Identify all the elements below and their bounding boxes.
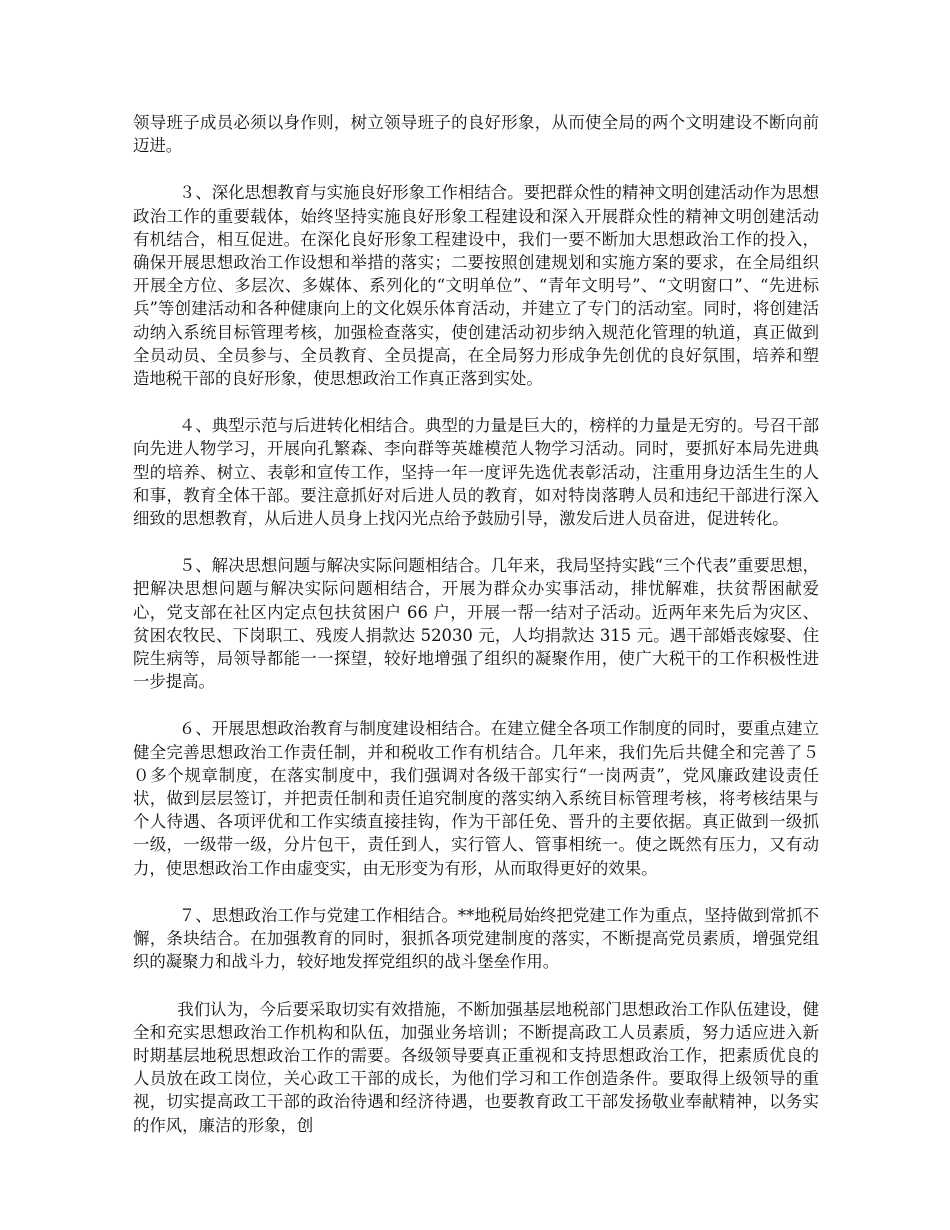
paragraph-item-6: ６、开展思想政治教育与制度建设相结合。在建立健全各项工作制度的同时，要重点建立健全完善思想政治工作责任制，并和税收工作有机结合。几年来，我们先后共健全和完善了５０多个规章制度，在落实制度中，我们强调对各级干部实行“一岗两责”，党风廉政建设责任状，做到层层签订，并把责任制和责任追究制度的落实纳入系统目标管理考核，将考核结果与个人待遇、各项评优和工作实绩直接挂钩，作为干部任免、晋升的主要依据。真正做到一级抓一级，一级带一级，分片包干，责任到人，实行管人、管事相统一。使之既然有压力，又有动力，使思想政治工作由虚变实，由无形变为有形，从而取得更好的效果。 [133, 719, 819, 878]
document-page [133, 111, 819, 1137]
paragraph-gap [133, 390, 819, 414]
paragraph-item-5: ５、解决思想问题与解决实际问题相结合。几年来，我局坚持实践“三个代表”重要思想，把解决思想问题与解决实际问题相结合，开展为群众办实事活动，排忧解难，扶贫帮困献爱心，党支部在社区内定点包扶贫困户 66 户，开展一帮一结对子活动。近两年来先后为灾区、贫困农牧民、下岗职工、残废人捐款达 52030 元，人均捐款达 315 元。遇干部婚丧嫁娶、住院生病等，局领导都能一一探望，较好地增强了组织的凝聚作用，使广大税干的工作积极性进一步提高。 [133, 556, 819, 692]
paragraph-gap [133, 693, 819, 717]
paragraph-gap [133, 530, 819, 554]
paragraph-continuation: 领导班子成员必须以身作则，树立领导班子的良好形象，从而使全局的两个文明建设不断向前迈进。 [133, 113, 819, 156]
paragraph-item-4: ４、典型示范与后进转化相结合。典型的力量是巨大的，榜样的力量是无穷的。号召干部向先进人物学习，开展向孔繁森、李向群等英雄模范人物学习活动。同时，要抓好本局先进典型的培养、树立、表彰和宣传工作，坚持一年一度评先选优表彰活动，注重用身边活生生的人和事，教育全体干部。要注意抓好对后进人员的教育，如对特岗落聘人员和违纪干部进行深入细致的思想教育，从后进人员身上找闪光点给予鼓励引导，激发后进人员奋进，促进转化。 [133, 416, 819, 529]
paragraph-gap [133, 974, 819, 998]
paragraph-item-3: ３、深化思想教育与实施良好形象工作相结合。要把群众性的精神文明创建活动作为思想政治工作的重要载体，始终坚持实施良好形象工程建设和深入开展群众性的精神文明创建活动有机结合，相互促进。在深化良好形象工程建设中，我们一要不断加大思想政治工作的投入，确保开展思想政治工作设想和举措的落实；二要按照创建规划和实施方案的要求，在全局组织开展全方位、多层次、多媒体、系列化的“文明单位”、“青年文明号”、“文明窗口”、“先进标兵”等创建活动和各种健康向上的文化娱乐体育活动，并建立了专门的活动室。同时，将创建活动纳入系统目标管理考核，加强检查落实，使创建活动初步纳入规范化管理的轨道，真正做到全员动员、全员参与、全员教育、全员提高，在全局努力形成争先创优的良好氛围，培养和塑造地税干部的良好形象，使思想政治工作真正落到实处。 [133, 183, 819, 389]
paragraph-gap [133, 880, 819, 904]
paragraph-conclusion: 我们认为，今后要采取切实有效措施，不断加强基层地税部门思想政治工作队伍建设，健全和充实思想政治工作机构和队伍，加强业务培训；不断提高政工人员素质，努力适应进入新时期基层地税思想政治工作的需要。各级领导要真正重视和支持思想政治工作，把素质优良的人员放在政工岗位，关心政工干部的成长，为他们学习和工作创造条件。要取得上级领导的重视，切实提高政工干部的政治待遇和经济待遇，也要教育政工干部发扬敬业奉献精神，以务实的作风，廉洁的形象，创 [133, 999, 819, 1135]
paragraph-gap [133, 157, 819, 181]
paragraph-item-7: ７、思想政治工作与党建工作相结合。**地税局始终把党建工作为重点，坚持做到常抓不懈，条块结合。在加强教育的同时，狠抓各项党建制度的落实，不断提高党员素质，增强党组织的凝聚力和战斗力，较好地发挥党组织的战斗堡垒作用。 [133, 905, 819, 972]
